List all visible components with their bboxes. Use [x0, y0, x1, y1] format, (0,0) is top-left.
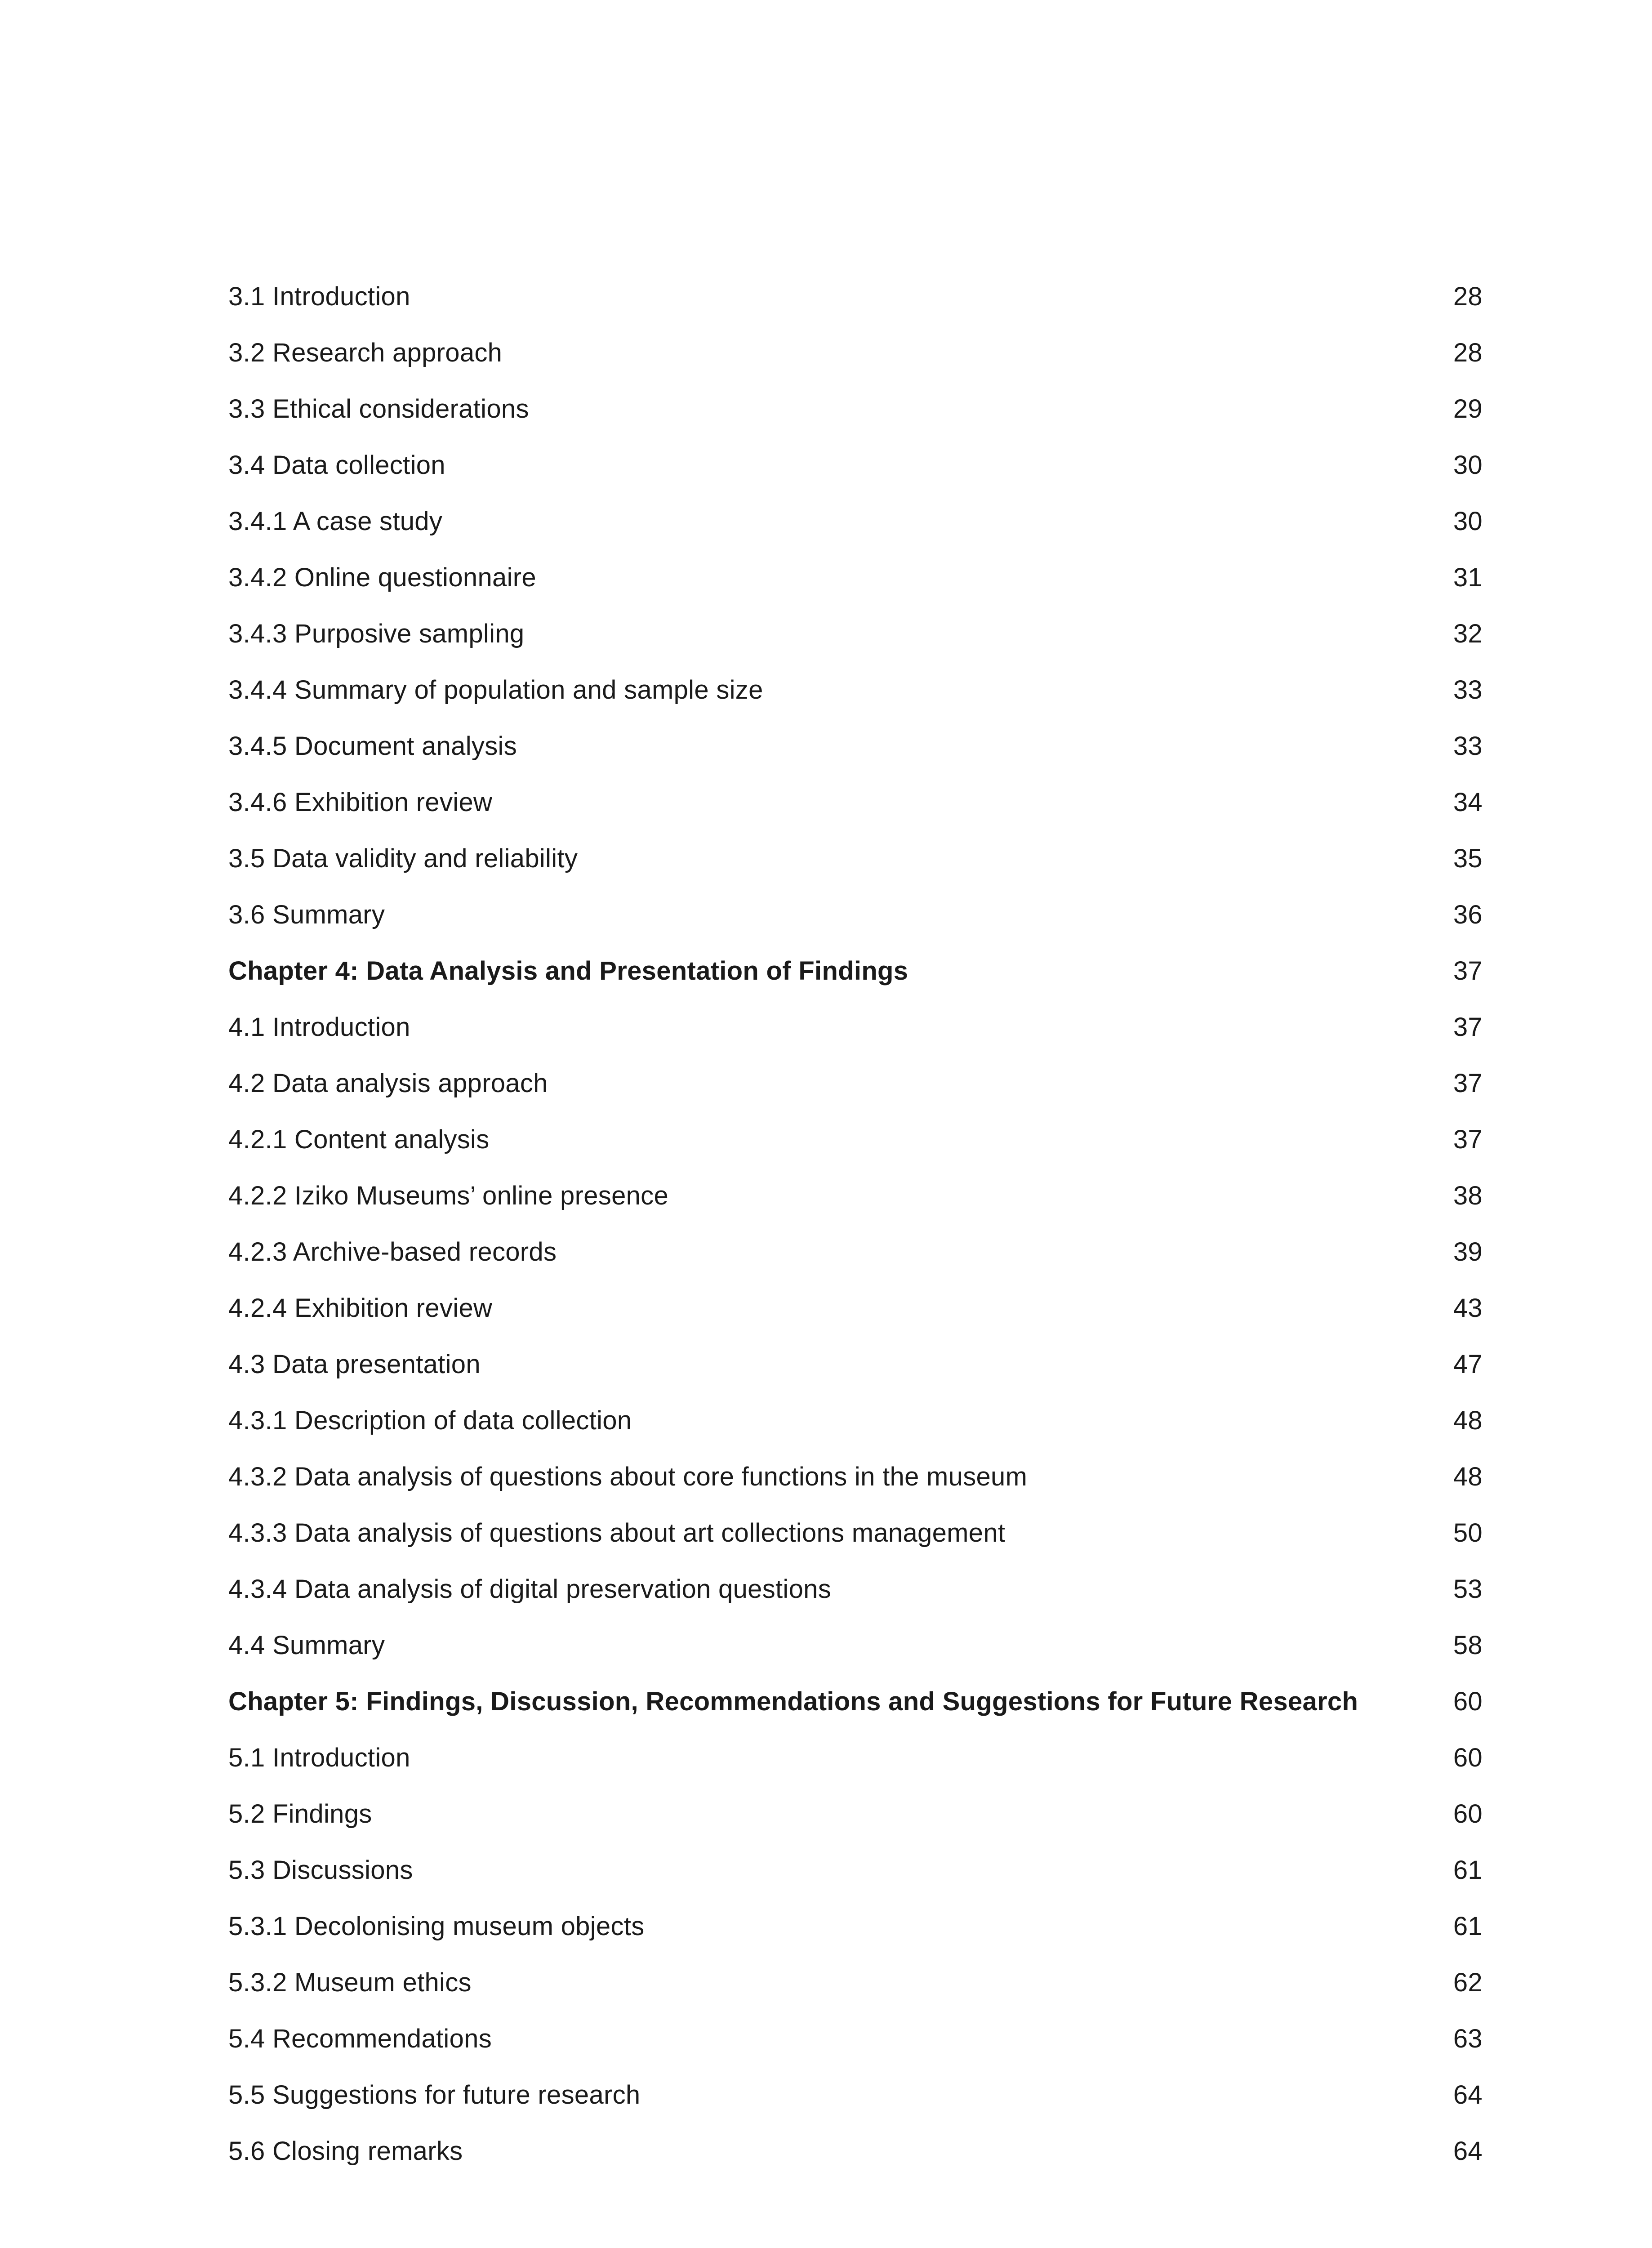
toc-chapter-heading	[228, 1673, 1483, 1730]
toc-entry-title: 3.3 Ethical considerations	[228, 394, 529, 424]
toc-entry-title: Chapter 4: Data Analysis and Presentation of Findings	[228, 956, 908, 986]
toc-entry-page-number: 38	[1453, 1181, 1483, 1210]
toc-entry-title: 5.3 Discussions	[228, 1855, 413, 1885]
table-of-contents	[228, 268, 1483, 2179]
toc-entry	[228, 2011, 1483, 2067]
toc-entry-page-number: 28	[1453, 338, 1483, 367]
toc-entry-title: 4.2 Data analysis approach	[228, 1068, 548, 1098]
toc-entry-title: 5.3.2 Museum ethics	[228, 1967, 472, 1997]
toc-entry-page-number: 37	[1453, 956, 1483, 986]
toc-entry-title: 4.2.1 Content analysis	[228, 1124, 490, 1154]
toc-entry-title: 5.5 Suggestions for future research	[228, 2080, 641, 2110]
toc-entry	[228, 437, 1483, 493]
toc-entry	[228, 1111, 1483, 1168]
toc-entry-page-number: 60	[1453, 1799, 1483, 1829]
toc-entry-title: 3.4.1 A case study	[228, 506, 443, 536]
toc-entry-title: 3.4.2 Online questionnaire	[228, 562, 536, 592]
toc-entry-page-number: 36	[1453, 900, 1483, 929]
toc-entry-page-number: 37	[1453, 1012, 1483, 1042]
toc-entry-title: 3.4.5 Document analysis	[228, 731, 517, 761]
toc-entry	[228, 774, 1483, 830]
toc-entry	[228, 1730, 1483, 1786]
toc-entry	[228, 549, 1483, 606]
toc-entry	[228, 606, 1483, 662]
toc-entry-page-number: 64	[1453, 2080, 1483, 2110]
toc-entry-title: 3.4.6 Exhibition review	[228, 787, 493, 817]
toc-entry-page-number: 43	[1453, 1293, 1483, 1323]
toc-entry-page-number: 32	[1453, 619, 1483, 648]
toc-entry	[228, 1449, 1483, 1505]
toc-entry	[228, 718, 1483, 774]
toc-entry-page-number: 53	[1453, 1574, 1483, 1604]
toc-entry	[228, 1561, 1483, 1617]
toc-entry	[228, 1617, 1483, 1673]
toc-entry-page-number: 30	[1453, 506, 1483, 536]
toc-entry-title: 3.4 Data collection	[228, 450, 445, 480]
toc-entry	[228, 325, 1483, 381]
toc-entry-title: 5.6 Closing remarks	[228, 2136, 463, 2166]
toc-entry-page-number: 63	[1453, 2024, 1483, 2053]
toc-entry-title: 5.2 Findings	[228, 1799, 372, 1829]
toc-entry	[228, 1280, 1483, 1336]
toc-entry-title: 3.6 Summary	[228, 900, 385, 929]
toc-entry-page-number: 28	[1453, 281, 1483, 311]
toc-entry-title: 3.4.3 Purposive sampling	[228, 619, 525, 648]
toc-entry	[228, 381, 1483, 437]
toc-entry-title: 4.4 Summary	[228, 1630, 385, 1660]
toc-entry-title: 4.2.2 Iziko Museums’ online presence	[228, 1181, 669, 1210]
toc-entry-page-number: 37	[1453, 1124, 1483, 1154]
toc-entry-page-number: 58	[1453, 1630, 1483, 1660]
toc-entry-title: 4.1 Introduction	[228, 1012, 410, 1042]
toc-entry-title: 5.4 Recommendations	[228, 2024, 492, 2053]
toc-entry-page-number: 30	[1453, 450, 1483, 480]
toc-entry-title: Chapter 5: Findings, Discussion, Recommendations and Suggestions for Future Research	[228, 1686, 1358, 1716]
toc-entry-page-number: 50	[1453, 1518, 1483, 1548]
toc-entry-title: 4.2.3 Archive-based records	[228, 1237, 557, 1267]
toc-entry	[228, 830, 1483, 887]
toc-entry-page-number: 60	[1453, 1743, 1483, 1772]
toc-entry-page-number: 34	[1453, 787, 1483, 817]
toc-chapter-heading	[228, 943, 1483, 999]
toc-entry-title: 4.3.2 Data analysis of questions about core functions in the museum	[228, 1462, 1028, 1491]
toc-entry	[228, 1954, 1483, 2011]
toc-entry-page-number: 33	[1453, 731, 1483, 761]
toc-entry	[228, 1898, 1483, 1954]
toc-entry-page-number: 35	[1453, 843, 1483, 873]
toc-entry	[228, 662, 1483, 718]
toc-entry-page-number: 48	[1453, 1405, 1483, 1435]
toc-entry	[228, 1224, 1483, 1280]
toc-entry-title: 4.3 Data presentation	[228, 1349, 481, 1379]
toc-entry-title: 3.2 Research approach	[228, 338, 503, 367]
toc-entry	[228, 1336, 1483, 1392]
toc-entry	[228, 1168, 1483, 1224]
toc-entry	[228, 999, 1483, 1055]
toc-entry-page-number: 48	[1453, 1462, 1483, 1491]
toc-entry-title: 4.3.4 Data analysis of digital preservation questions	[228, 1574, 832, 1604]
toc-entry	[228, 1842, 1483, 1898]
toc-entry	[228, 2123, 1483, 2179]
toc-entry-title: 5.1 Introduction	[228, 1743, 410, 1772]
toc-entry	[228, 887, 1483, 943]
toc-entry-title: 5.3.1 Decolonising museum objects	[228, 1911, 645, 1941]
toc-entry	[228, 1505, 1483, 1561]
toc-entry	[228, 1786, 1483, 1842]
toc-entry-page-number: 31	[1453, 562, 1483, 592]
toc-entry	[228, 2067, 1483, 2123]
toc-entry-page-number: 62	[1453, 1967, 1483, 1997]
toc-entry	[228, 268, 1483, 325]
toc-entry-title: 4.3.3 Data analysis of questions about art collections management	[228, 1518, 1006, 1548]
toc-entry-page-number: 64	[1453, 2136, 1483, 2166]
toc-entry-page-number: 61	[1453, 1911, 1483, 1941]
toc-entry	[228, 1392, 1483, 1449]
toc-entry-title: 3.1 Introduction	[228, 281, 410, 311]
toc-entry-title: 3.5 Data validity and reliability	[228, 843, 578, 873]
toc-entry-title: 4.3.1 Description of data collection	[228, 1405, 632, 1435]
toc-entry-page-number: 29	[1453, 394, 1483, 424]
toc-entry-page-number: 61	[1453, 1855, 1483, 1885]
toc-entry-page-number: 60	[1453, 1686, 1483, 1716]
toc-entry	[228, 1055, 1483, 1111]
toc-entry-page-number: 39	[1453, 1237, 1483, 1267]
toc-entry	[228, 493, 1483, 549]
toc-entry-page-number: 47	[1453, 1349, 1483, 1379]
toc-entry-page-number: 33	[1453, 675, 1483, 705]
toc-entry-title: 3.4.4 Summary of population and sample size	[228, 675, 763, 705]
toc-entry-page-number: 37	[1453, 1068, 1483, 1098]
toc-entry-title: 4.2.4 Exhibition review	[228, 1293, 493, 1323]
